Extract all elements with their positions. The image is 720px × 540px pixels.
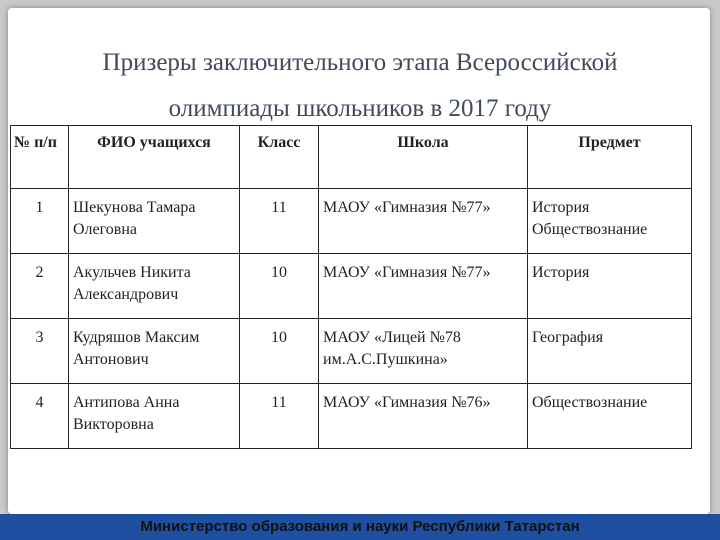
header-subject: Предмет (528, 126, 692, 189)
prize-winners-table (10, 125, 692, 449)
row-school: МАОУ «Гимназия №77» (319, 189, 528, 254)
row-subject: История (528, 254, 692, 319)
row-num: 3 (11, 319, 69, 384)
page-title (0, 40, 720, 132)
row-grade: 10 (240, 319, 319, 384)
header-school: Школа (319, 126, 528, 189)
row-grade: 10 (240, 254, 319, 319)
row-subject: История Обществознание (528, 189, 692, 254)
table-row (11, 254, 692, 319)
title-line-2: олимпиады школьников в 2017 году (168, 95, 552, 122)
row-name: Антипова Анна Викторовна (69, 384, 240, 449)
table-header-row (11, 126, 692, 189)
row-name: Кудряшов Максим Антонович (69, 319, 240, 384)
table-row (11, 189, 692, 254)
row-num: 2 (11, 254, 69, 319)
row-subject: Обществознание (528, 384, 692, 449)
row-school: МАОУ «Гимназия №76» (319, 384, 528, 449)
row-num: 4 (11, 384, 69, 449)
footer-banner (0, 514, 720, 540)
row-name: Шекунова Тамара Олеговна (69, 189, 240, 254)
row-subject: География (528, 319, 692, 384)
row-name: Акульчев Никита Александрович (69, 254, 240, 319)
row-school: МАОУ «Лицей №78 им.А.С.Пушкина» (319, 319, 528, 384)
title-line-1: Призеры заключительного этапа Всероссийской (102, 49, 618, 76)
table-row (11, 384, 692, 449)
table-row (11, 319, 692, 384)
row-grade: 11 (240, 189, 319, 254)
row-school: МАОУ «Гимназия №77» (319, 254, 528, 319)
header-grade: Класс (240, 126, 319, 189)
footer-text: Министерство образования и науки Республики Татарстан (140, 518, 580, 535)
row-num: 1 (11, 189, 69, 254)
header-num: № п/п (11, 126, 69, 189)
header-name: ФИО учащихся (69, 126, 240, 189)
row-grade: 11 (240, 384, 319, 449)
